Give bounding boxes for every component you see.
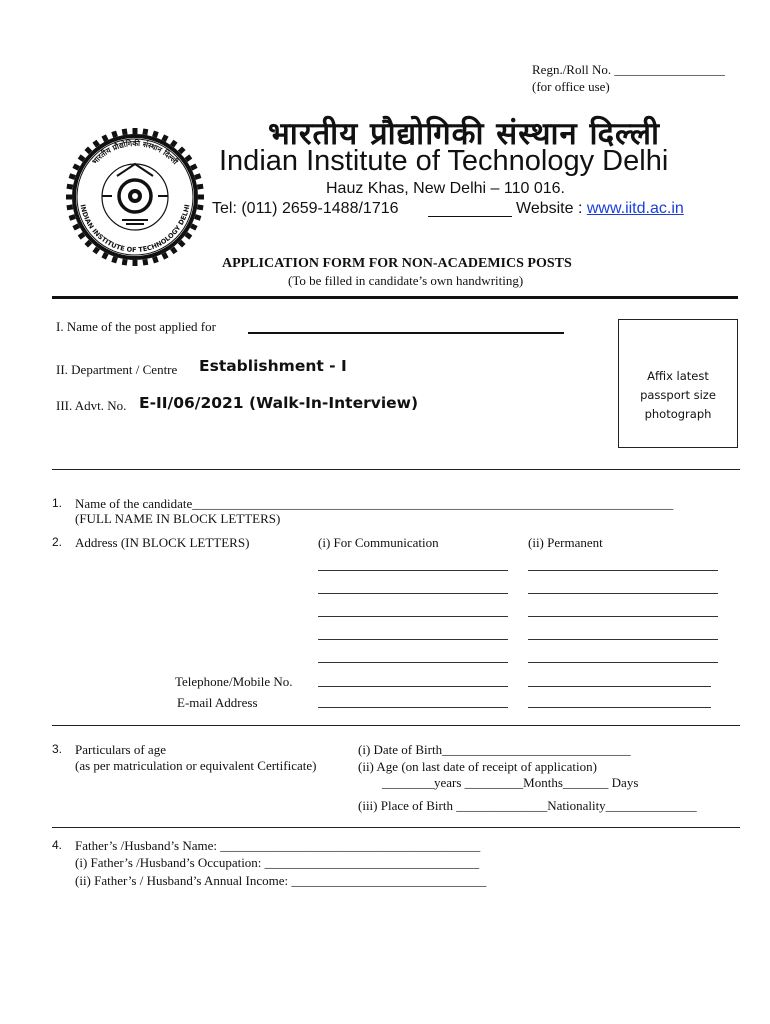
photo-text-line-1: Affix latest xyxy=(647,369,709,383)
logo-cog-tooth xyxy=(66,184,73,190)
institute-address: Hauz Khas, New Delhi – 110 016. xyxy=(326,180,565,197)
website-line xyxy=(516,200,684,218)
address-perm-line-1[interactable] xyxy=(528,570,718,572)
passport-photo-box[interactable] xyxy=(618,319,738,448)
photo-text-line-2: passport size xyxy=(640,388,716,402)
logo-cog-tooth xyxy=(122,128,128,135)
advt-value: E-II/06/2021 (Walk-In-Interview) xyxy=(139,394,419,412)
place-of-birth-nationality-field[interactable]: (iii) Place of Birth ______________Nationality______________ xyxy=(358,798,697,813)
address-comm-line-1[interactable] xyxy=(318,570,508,572)
institute-name-hindi: भारतीय प्रौद्योगिकी संस्थान दिल्ली xyxy=(268,116,661,152)
website-label: Website : xyxy=(516,200,587,217)
post-applied-input[interactable] xyxy=(248,332,564,335)
section-divider-2 xyxy=(52,725,740,726)
post-applied-label: I. Name of the post applied for xyxy=(56,319,216,334)
phone-comm-input[interactable] xyxy=(318,686,508,688)
advt-label: III. Advt. No. xyxy=(56,398,127,413)
logo-cog-tooth xyxy=(197,184,204,190)
age-label: Particulars of age xyxy=(75,742,166,757)
candidate-name-field[interactable]: Name of the candidate__________________________________________________________________________ xyxy=(75,496,674,511)
logo-cog-tooth xyxy=(133,128,138,134)
office-use-note: (for office use) xyxy=(532,79,610,94)
telephone-line xyxy=(212,200,399,218)
form-subtitle: (To be filled in candidate’s own handwriting) xyxy=(288,273,524,288)
q1-number: 1. xyxy=(52,496,63,510)
form-title: APPLICATION FORM FOR NON-ACADEMICS POSTS xyxy=(222,256,572,271)
father-husband-income-field[interactable]: (ii) Father’s / Husband’s Annual Income: ______________________________ xyxy=(75,873,487,888)
department-label: II. Department / Centre xyxy=(56,362,178,377)
photo-text-line-3: photograph xyxy=(644,407,712,421)
address-perm-line-3[interactable] xyxy=(528,616,718,618)
date-of-birth-field[interactable]: (i) Date of Birth_____________________________ xyxy=(358,742,631,757)
father-husband-name-field[interactable]: Father’s /Husband’s Name: ________________________________________ xyxy=(75,838,481,853)
title-divider xyxy=(52,296,738,299)
logo-cog-tooth xyxy=(198,195,204,200)
address-perm-line-4[interactable] xyxy=(528,639,718,641)
logo-cog-tooth xyxy=(197,204,204,210)
q3-number: 3. xyxy=(52,742,63,756)
logo-cog-tooth xyxy=(122,259,128,266)
address-communication-header: (i) For Communication xyxy=(318,535,439,550)
address-comm-line-5[interactable] xyxy=(318,662,508,664)
logo-cog-tooth xyxy=(142,128,148,135)
address-permanent-header: (ii) Permanent xyxy=(528,535,603,550)
father-husband-occupation-field[interactable]: (i) Father’s /Husband’s Occupation: _________________________________ xyxy=(75,855,480,870)
email-comm-input[interactable] xyxy=(318,707,508,709)
address-comm-line-4[interactable] xyxy=(318,639,508,641)
email-label: E-mail Address xyxy=(177,695,258,710)
logo-ring-text-top: भारतीय प्रौद्योगिकी संस्थान दिल्ली xyxy=(90,138,180,167)
telephone-text: Tel: (011) 2659-1488/1716 xyxy=(212,200,399,217)
address-comm-line-3[interactable] xyxy=(318,616,508,618)
phone-label: Telephone/Mobile No. xyxy=(175,674,293,689)
logo-cog-tooth xyxy=(66,195,72,200)
website-link[interactable]: www.iitd.ac.in xyxy=(586,200,684,217)
q2-number: 2. xyxy=(52,535,63,549)
address-label: Address (IN BLOCK LETTERS) xyxy=(75,535,250,550)
iit-delhi-logo xyxy=(62,124,208,270)
candidate-name-note: (FULL NAME IN BLOCK LETTERS) xyxy=(75,511,281,526)
logo-cog-tooth xyxy=(133,260,138,266)
tel-website-underline xyxy=(428,216,512,217)
logo-cog-tooth xyxy=(142,259,148,266)
section-divider-3 xyxy=(52,827,740,828)
address-comm-line-2[interactable] xyxy=(318,593,508,595)
age-years-months-days-field[interactable]: ________years _________Months_______ Days xyxy=(382,775,639,790)
address-perm-line-2[interactable] xyxy=(528,593,718,595)
age-note: (as per matriculation or equivalent Certificate) xyxy=(75,758,317,773)
logo-ring-text-bottom: INDIAN INSTITUTE OF TECHNOLOGY DELHI xyxy=(78,203,192,255)
logo-cog-tooth xyxy=(66,204,73,210)
address-perm-line-5[interactable] xyxy=(528,662,718,664)
age-on-date-label: (ii) Age (on last date of receipt of application) xyxy=(358,759,597,774)
email-perm-input[interactable] xyxy=(528,707,711,709)
phone-perm-input[interactable] xyxy=(528,686,711,688)
section-divider-1 xyxy=(52,469,740,470)
department-value: Establishment - I xyxy=(199,357,347,375)
regn-roll-label: Regn./Roll No. _________________ xyxy=(532,62,725,77)
institute-name-english: Indian Institute of Technology Delhi xyxy=(219,145,669,177)
q4-number: 4. xyxy=(52,838,63,852)
